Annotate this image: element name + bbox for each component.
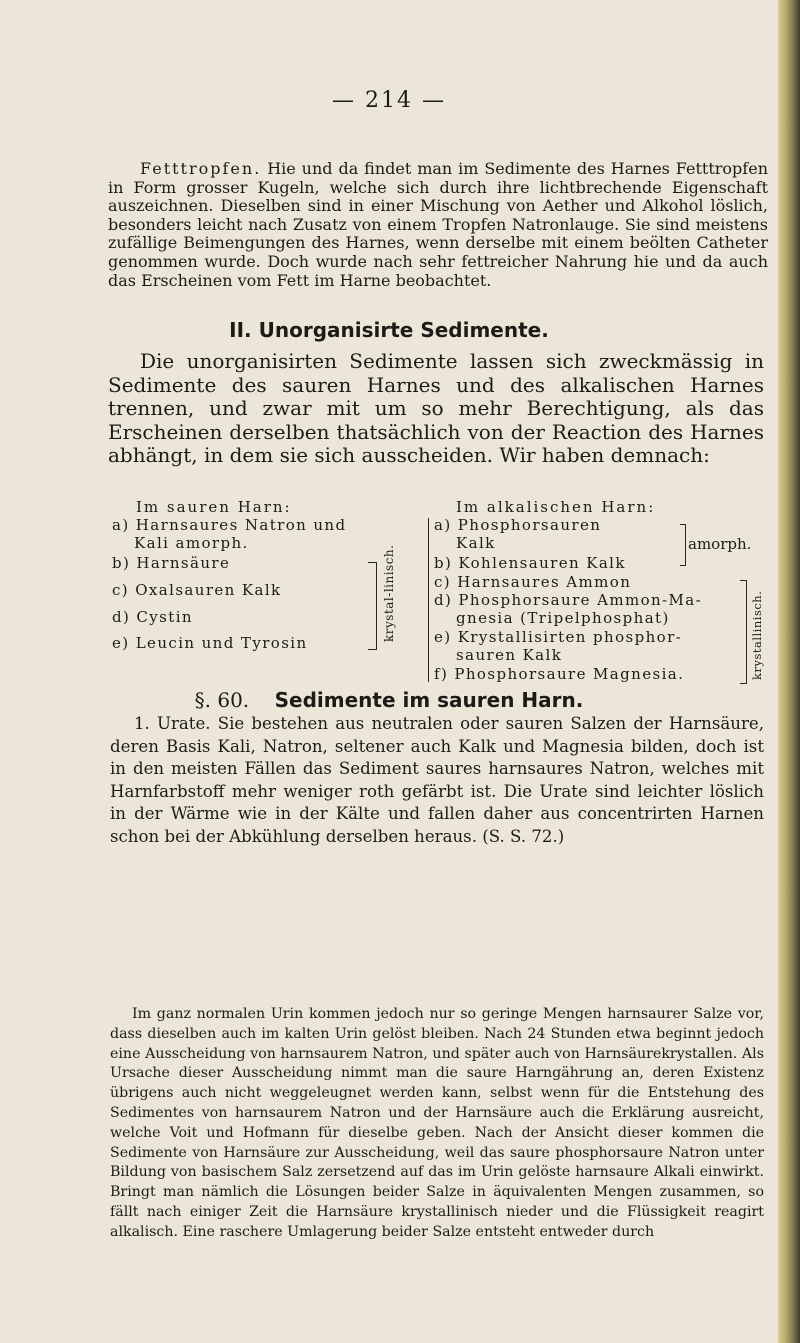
subsection-title: Sedimente im sauren Harn. (274, 688, 584, 712)
amorph-bracket (680, 524, 686, 566)
left-column-heading: Im sauren Harn: (136, 498, 292, 516)
subsection-number: §. 60. (194, 688, 250, 712)
right-item-e: e) Krystallisirten phosphor- (434, 628, 683, 646)
right-item-c: c) Harnsaures Ammon (434, 573, 632, 591)
page-number: — 214 — (332, 88, 446, 113)
book-edge (778, 0, 800, 1343)
right-bracket-label: krystallinisch. (750, 590, 764, 680)
left-item-b: b) Harnsäure (112, 554, 231, 572)
right-column-heading: Im alkalischen Harn: (456, 498, 656, 516)
right-bracket (740, 580, 747, 684)
left-item-a: a) Harnsaures Natron und (112, 516, 347, 534)
left-item-c: c) Oxalsauren Kalk (112, 581, 282, 599)
left-item-e: e) Leucin und Tyrosin (112, 634, 308, 652)
column-divider (428, 518, 429, 682)
small-print-paragraph: Im ganz normalen Urin kommen jedoch nur so geringe Mengen harnsaurer Salze vor, dass dieselben auch im kalten Urin gelöst bleiben. Nach 24 Stunden etwa beginnt jedoch eine Ausscheidung von harnsaurem Natron, und später auch von Harnsäurekrystallen. Als Ursache dieser Ausscheidung nimmt man die saure Harngährung an, deren Existenz übrigens auch nicht weggeleugnet werden kann, selbst wenn für die Entstehung des Sedimentes von harnsaurem Natron und der Harnsäure auch die Erklärung ausreicht, welche Voit und Hofmann für dieselbe geben. Nach der Ansicht dieser kommen die Sedimente von Harnsäure zur Ausscheidung, weil das saure phosphorsaure Natron unter Bildung von basischem Salz zersetzend auf das im Urin gelöste harnsaure Alkali einwirkt. Bringt man nämlich die Lösungen beider Salze in äquivalenten Mengen zusammen, so fällt nach einiger Zeit die Harnsäure krystallinisch nieder und die Flüssigkeit reagirt alkalisch. Eine raschere Umlagerung beider Salze entsteht entweder durch (110, 1006, 764, 1240)
left-bracket (368, 562, 377, 650)
left-bracket-label: krystal-linisch. (382, 544, 396, 642)
intro-term: Fetttropfen. (140, 159, 262, 178)
subsection-heading (0, 688, 778, 712)
intro-paragraph (108, 160, 768, 290)
right-item-d: d) Phosphorsaure Ammon-Ma- (434, 591, 703, 609)
right-item-b: b) Kohlensauren Kalk (434, 554, 626, 572)
urate-paragraph: 1. Urate. Sie bestehen aus neutralen oder sauren Salzen der Harnsäure, deren Basis Kali, Natron, seltener auch Kalk und Magnesia bilden, doch ist in den meisten Fällen das Sediment saures harnsaures Natron, welches mit Harnfarbstoff mehr weniger roth gefärbt ist. Die Urate sind leichter löslich in der Wärme wie in der Kälte und fallen daher aus concentrirten Harnen schon bei der Abkühlung derselben heraus. (S. S. 72.) (110, 714, 764, 846)
section-intro: Die unorganisirten Sedimente lassen sich zweckmässig in Sedimente des sauren Harnes und des alkalischen Harnes trennen, und zwar mit um so mehr Berechtigung, als das Erscheinen derselben thatsächlich von der Reaction des Harnes abhängt, in dem sie sich ausscheiden. Wir haben demnach: (108, 349, 764, 468)
section-heading: II. Unorganisirte Sedimente. (229, 318, 549, 342)
intro-text: Hie und da findet man im Sedimente des Harnes Fetttropfen in Form grosser Kugeln, welche sich durch ihre lichtbrechende Eigenschaft auszeichnen. Dieselben sind in einer Mischung von Aether und Alkohol löslich, besonders leicht nach Zusatz von einem Tropfen Natronlauge. Sie sind meistens zufällige Beimengungen des Harnes, wenn derselbe mit einem beölten Catheter genommen wurde. Doch wurde nach sehr fettreicher Nahrung hie und da auch das Erscheinen vom Fett im Harne beobachtet. (108, 159, 768, 290)
right-item-d-cont: gnesia (Tripelphosphat) (456, 609, 670, 627)
amorph-label: amorph. (688, 535, 752, 553)
left-item-d: d) Cystin (112, 608, 193, 626)
right-item-a-cont: Kalk (456, 534, 496, 552)
left-item-a-cont: Kali amorph. (134, 534, 249, 552)
right-item-e-cont: sauren Kalk (456, 646, 563, 664)
right-item-f: f) Phosphorsaure Magnesia. (434, 665, 685, 683)
right-item-a: a) Phosphorsauren (434, 516, 602, 534)
